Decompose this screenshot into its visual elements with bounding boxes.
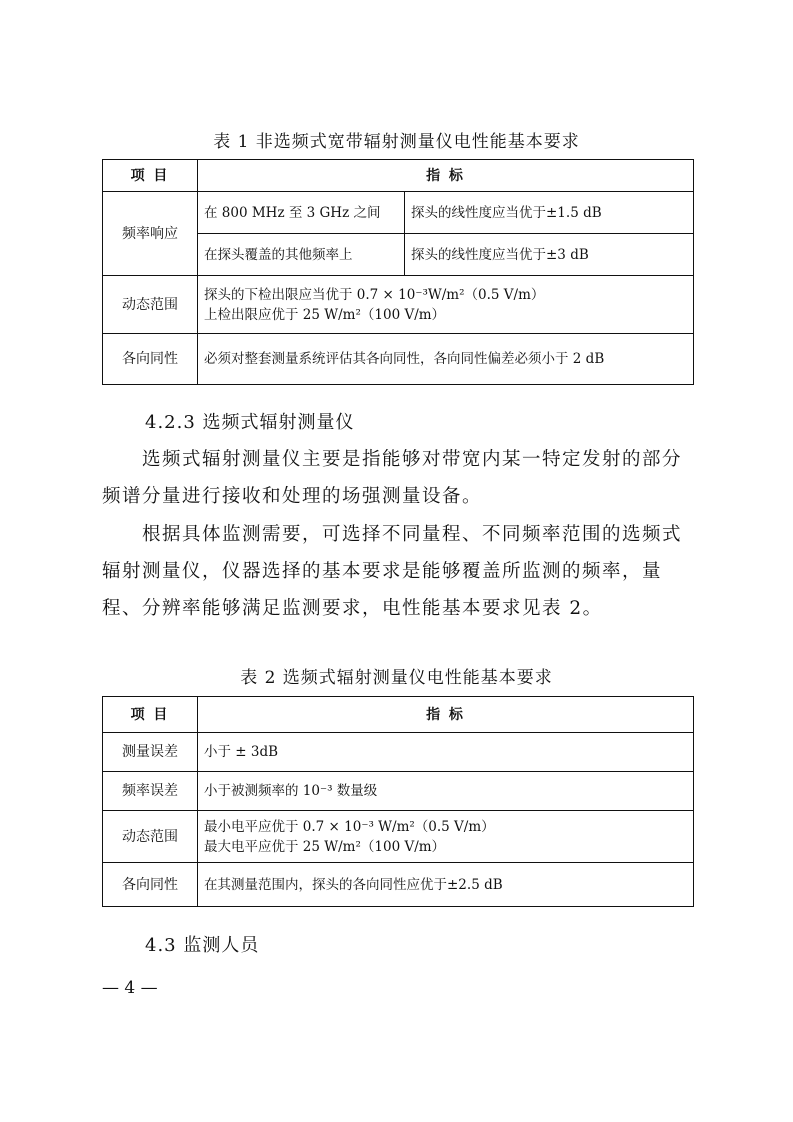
table2 bbox=[102, 696, 694, 907]
table1-header-spec: 指 标 bbox=[198, 160, 694, 192]
table1-freq-label: 频率响应 bbox=[103, 192, 198, 276]
section-heading: 4.2.3 选频式辐射测量仪 bbox=[145, 412, 355, 433]
table1-dyn-line2: 上检出限应优于 25 W/m²（100 V/m） bbox=[204, 306, 446, 323]
table-row bbox=[103, 811, 694, 863]
table1-dyn-line1: 探头的下检出限应当优于 0.7 × 10⁻³W/m²（0.5 V/m） bbox=[204, 286, 545, 303]
table2-dyn-line1: 最小电平应优于 0.7 × 10⁻³ W/m²（0.5 V/m） bbox=[204, 818, 495, 835]
table2-dyn-value bbox=[198, 811, 694, 863]
table-row bbox=[103, 192, 694, 234]
table2-dyn-line2: 最大电平应优于 25 W/m²（100 V/m） bbox=[204, 838, 446, 855]
table2-caption: 表 2 选频式辐射测量仪电性能基本要求 bbox=[240, 668, 553, 688]
table2-header-item: 项 目 bbox=[103, 697, 198, 733]
table2-row-label: 测量误差 bbox=[103, 733, 198, 772]
table-row bbox=[103, 772, 694, 811]
table1-freq-range: 在探头覆盖的其他频率上 bbox=[198, 234, 405, 276]
table1-header-row bbox=[103, 160, 694, 192]
next-section-heading: 4.3 监测人员 bbox=[145, 935, 260, 956]
table1-iso-value: 必须对整套测量系统评估其各向同性，各向同性偏差必须小于 2 dB bbox=[198, 334, 694, 385]
table1-dyn-value bbox=[198, 276, 694, 334]
table2-dyn-label: 动态范围 bbox=[103, 811, 198, 863]
table2-row-value: 小于 ± 3dB bbox=[198, 733, 694, 772]
table2-row-label: 频率误差 bbox=[103, 772, 198, 811]
table2-header-row bbox=[103, 697, 694, 733]
table1-dyn-label: 动态范围 bbox=[103, 276, 198, 334]
table-row bbox=[103, 733, 694, 772]
table2-header-spec: 指 标 bbox=[198, 697, 694, 733]
page-number: — 4 — bbox=[102, 978, 158, 998]
table1 bbox=[102, 159, 694, 385]
section-paragraph-1: 选频式辐射测量仪主要是指能够对带宽内某一特定发射的部分频谱分量进行接收和处理的场强测量设备。 bbox=[102, 449, 683, 507]
table-row bbox=[103, 863, 694, 907]
table1-iso-label: 各向同性 bbox=[103, 334, 198, 385]
table-row bbox=[103, 334, 694, 385]
table1-freq-req: 探头的线性度应当优于±1.5 dB bbox=[405, 192, 694, 234]
table2-row-value: 小于被测频率的 10⁻³ 数量级 bbox=[198, 772, 694, 811]
table1-freq-req: 探头的线性度应当优于±3 dB bbox=[405, 234, 694, 276]
section-paragraph-2: 根据具体监测需要，可选择不同量程、不同频率范围的选频式辐射测量仪，仪器选择的基本要求是能够覆盖所监测的频率，量程、分辨率能够满足监测要求，电性能基本要求见表 2。 bbox=[102, 524, 683, 619]
table2-iso-value: 在其测量范围内，探头的各向同性应优于±2.5 dB bbox=[198, 863, 694, 907]
table2-iso-label: 各向同性 bbox=[103, 863, 198, 907]
table1-header-item: 项 目 bbox=[103, 160, 198, 192]
table-row bbox=[103, 276, 694, 334]
table1-caption: 表 1 非选频式宽带辐射测量仪电性能基本要求 bbox=[213, 132, 580, 152]
table1-freq-range: 在 800 MHz 至 3 GHz 之间 bbox=[198, 192, 405, 234]
